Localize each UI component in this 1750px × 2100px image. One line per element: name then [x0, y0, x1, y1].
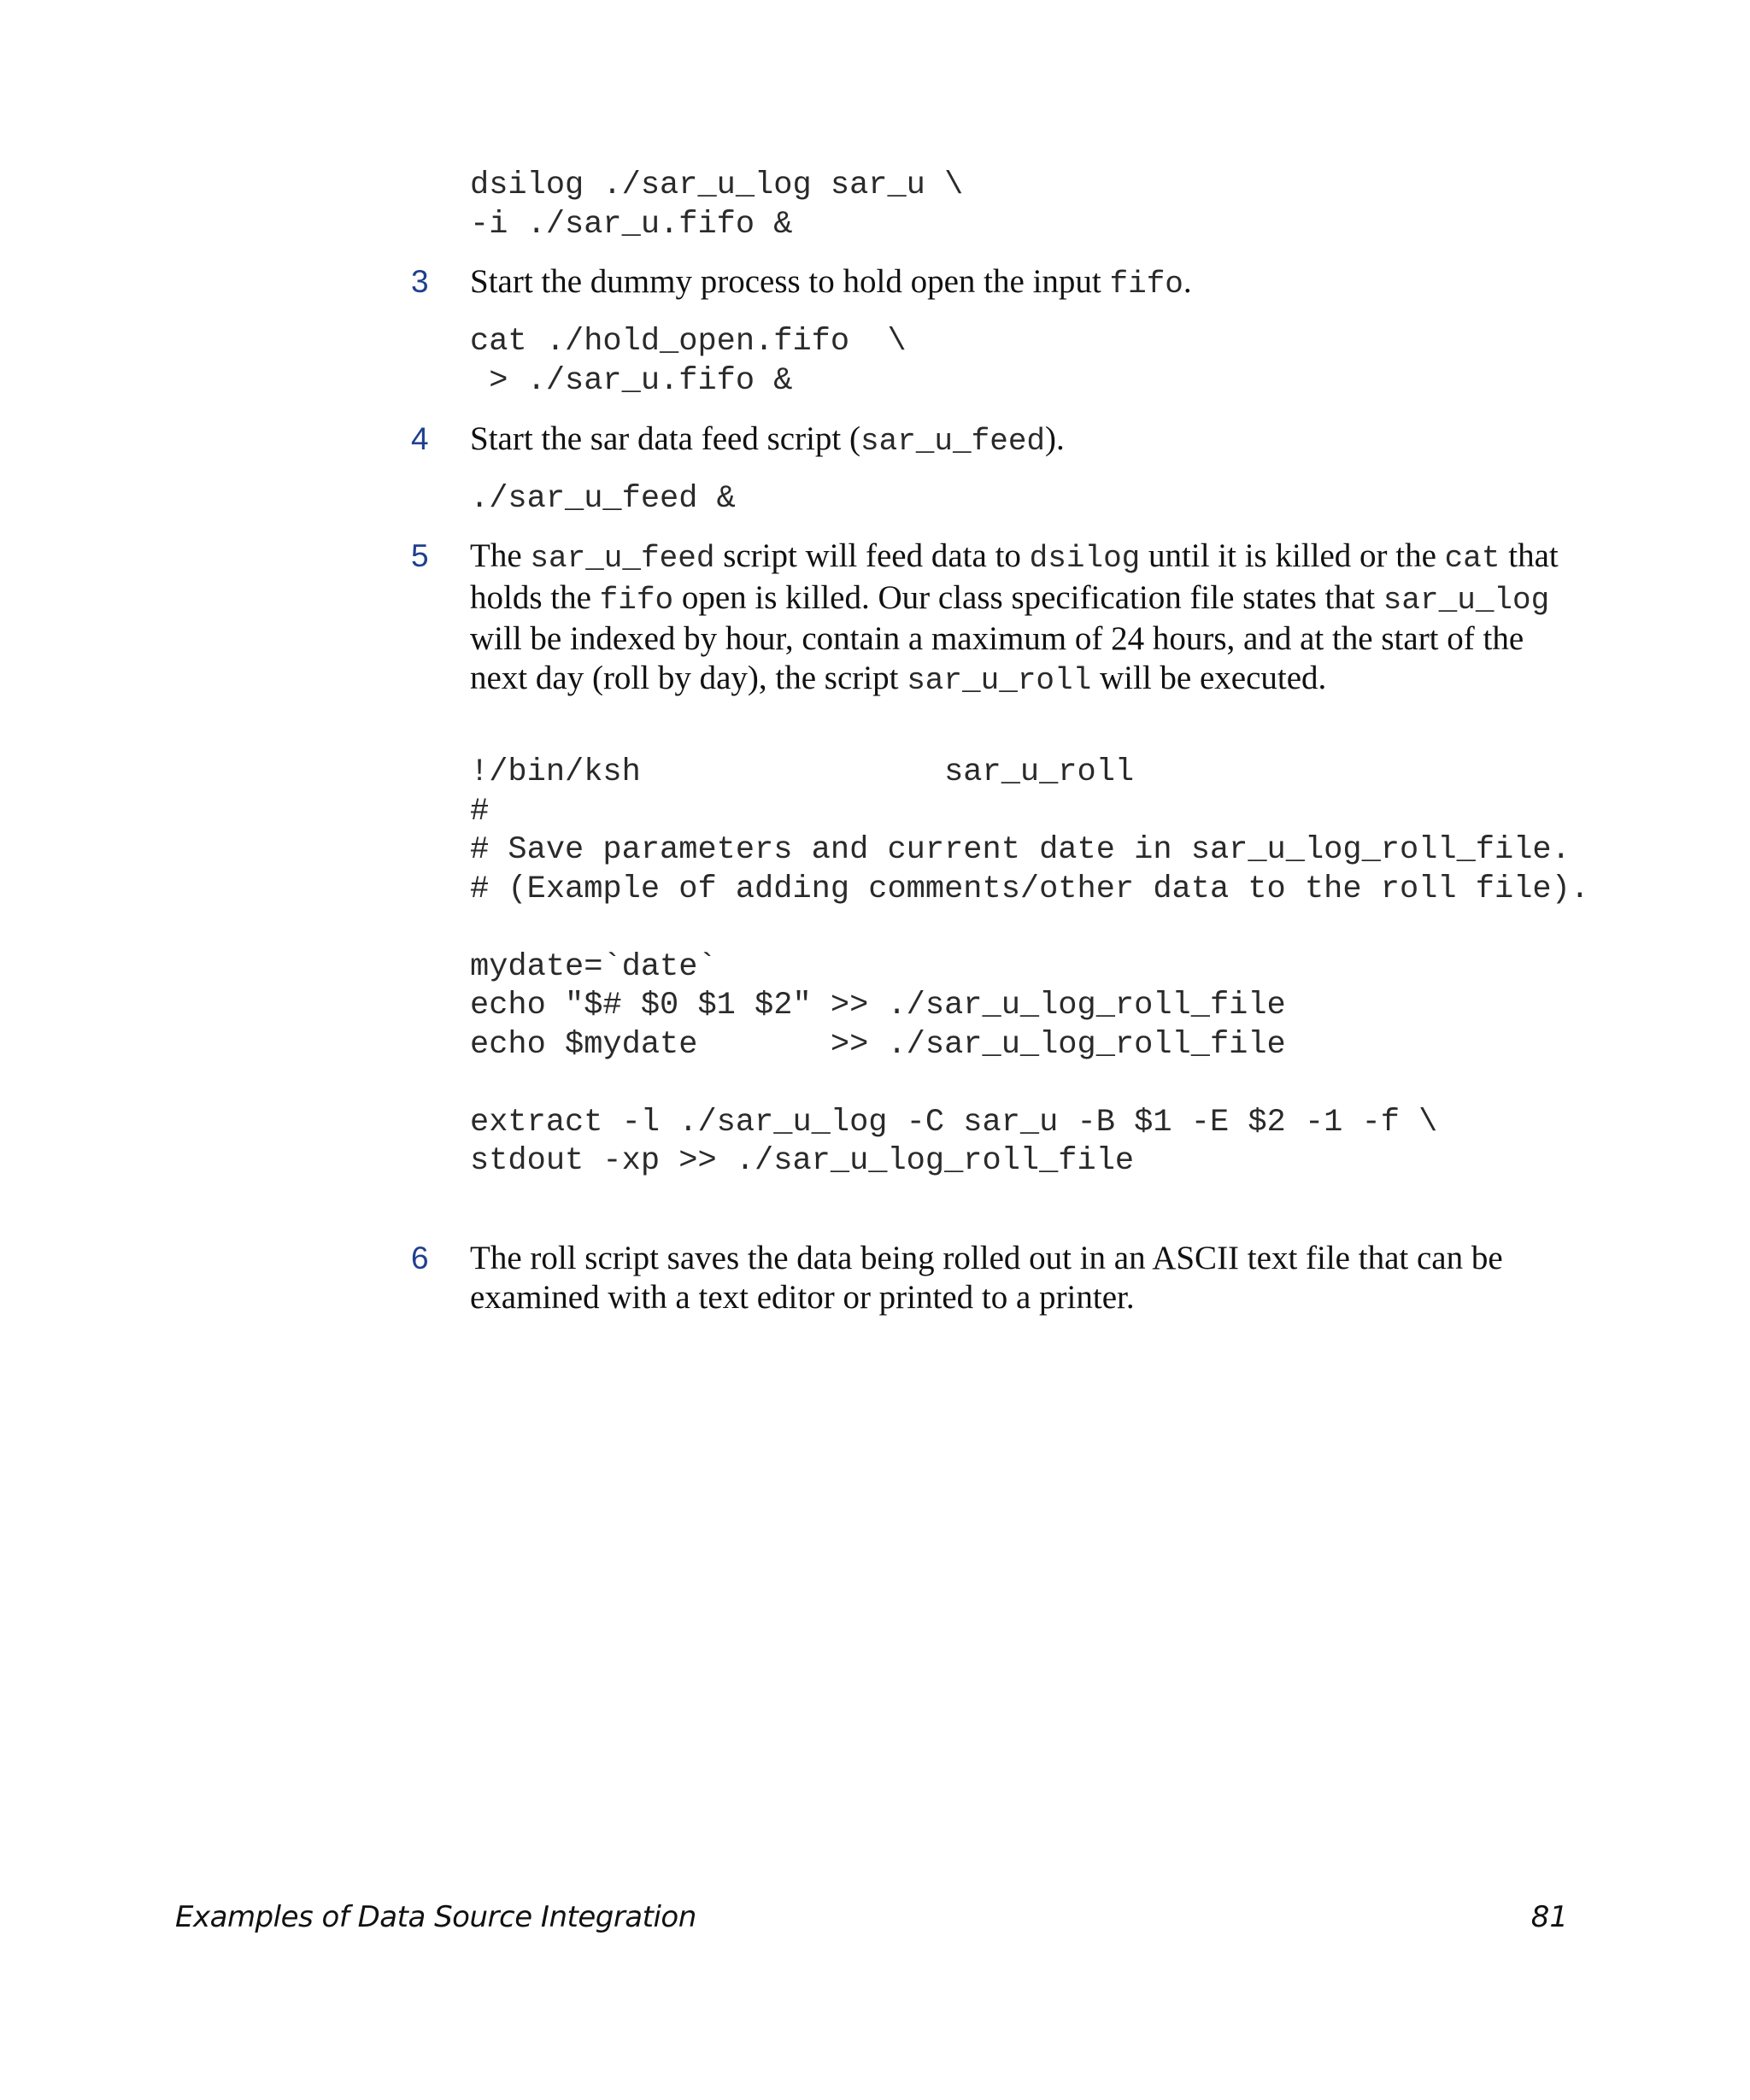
inline-code: sar_u_feed	[530, 541, 715, 576]
inline-code: sar_u_log	[1383, 582, 1550, 618]
text-run: will be executed.	[1091, 659, 1327, 696]
code-block-dsilog: dsilog ./sar_u_log sar_u \ -i ./sar_u.fifo &	[470, 167, 964, 243]
step-text-4	[470, 419, 1581, 461]
step-number-3: 3	[411, 264, 429, 299]
text-run: script will feed data to	[714, 537, 1030, 574]
step-number-5: 5	[411, 538, 429, 573]
text-run: ).	[1045, 420, 1065, 457]
text-run: Start the sar data feed script (	[470, 420, 860, 457]
text-run: The roll script saves the data being rolled out in an ASCII text file that can be examined with a text editor or printed to a printer.	[470, 1240, 1503, 1316]
text-run: will be indexed by hour, contain a maximum of 24 hours, and at the start of the next day (roll by day), the script	[470, 620, 1524, 696]
footer-page-number: 81	[1530, 1900, 1568, 1934]
text-run: that holds the	[470, 537, 1559, 616]
step-text-6	[470, 1239, 1581, 1317]
code-block-sar-feed: ./sar_u_feed &	[470, 481, 736, 517]
inline-code: dsilog	[1029, 541, 1141, 576]
text-run: .	[1183, 263, 1192, 300]
step-text-5	[470, 537, 1581, 700]
text-run: until it is killed or the	[1140, 537, 1445, 574]
step-number-6: 6	[411, 1241, 429, 1276]
text-run: open is killed. Our class specification file states that	[673, 578, 1383, 616]
footer-chapter-title: Examples of Data Source Integration	[175, 1900, 696, 1934]
step-text-3	[470, 262, 1581, 304]
text-run: Start the dummy process to hold open the input	[470, 263, 1110, 300]
code-block-roll-script: !/bin/ksh sar_u_roll # # Save parameters and current date in sar_u_log_roll_file. # (Example of adding comments/other data to the roll file). mydate=`date` echo "$# $0 $1 $2" >> ./sar_u_log_roll_file echo $mydate >> ./sar_u_log_roll_file extract -l ./sar_u_log -C sar_u -B $1 -E $2 -1 -f \ stdout -xp >> ./sar_u_log_roll_file	[470, 754, 1590, 1179]
step-number-4: 4	[411, 421, 429, 456]
inline-code: fifo	[599, 582, 674, 618]
inline-code: cat	[1444, 541, 1500, 576]
inline-code: fifo	[1109, 267, 1183, 302]
text-run: The	[470, 537, 531, 574]
code-block-cat-hold-open: cat ./hold_open.fifo \ > ./sar_u.fifo &	[470, 324, 907, 399]
inline-code: sar_u_feed	[860, 424, 1046, 459]
inline-code: sar_u_roll	[907, 662, 1092, 698]
